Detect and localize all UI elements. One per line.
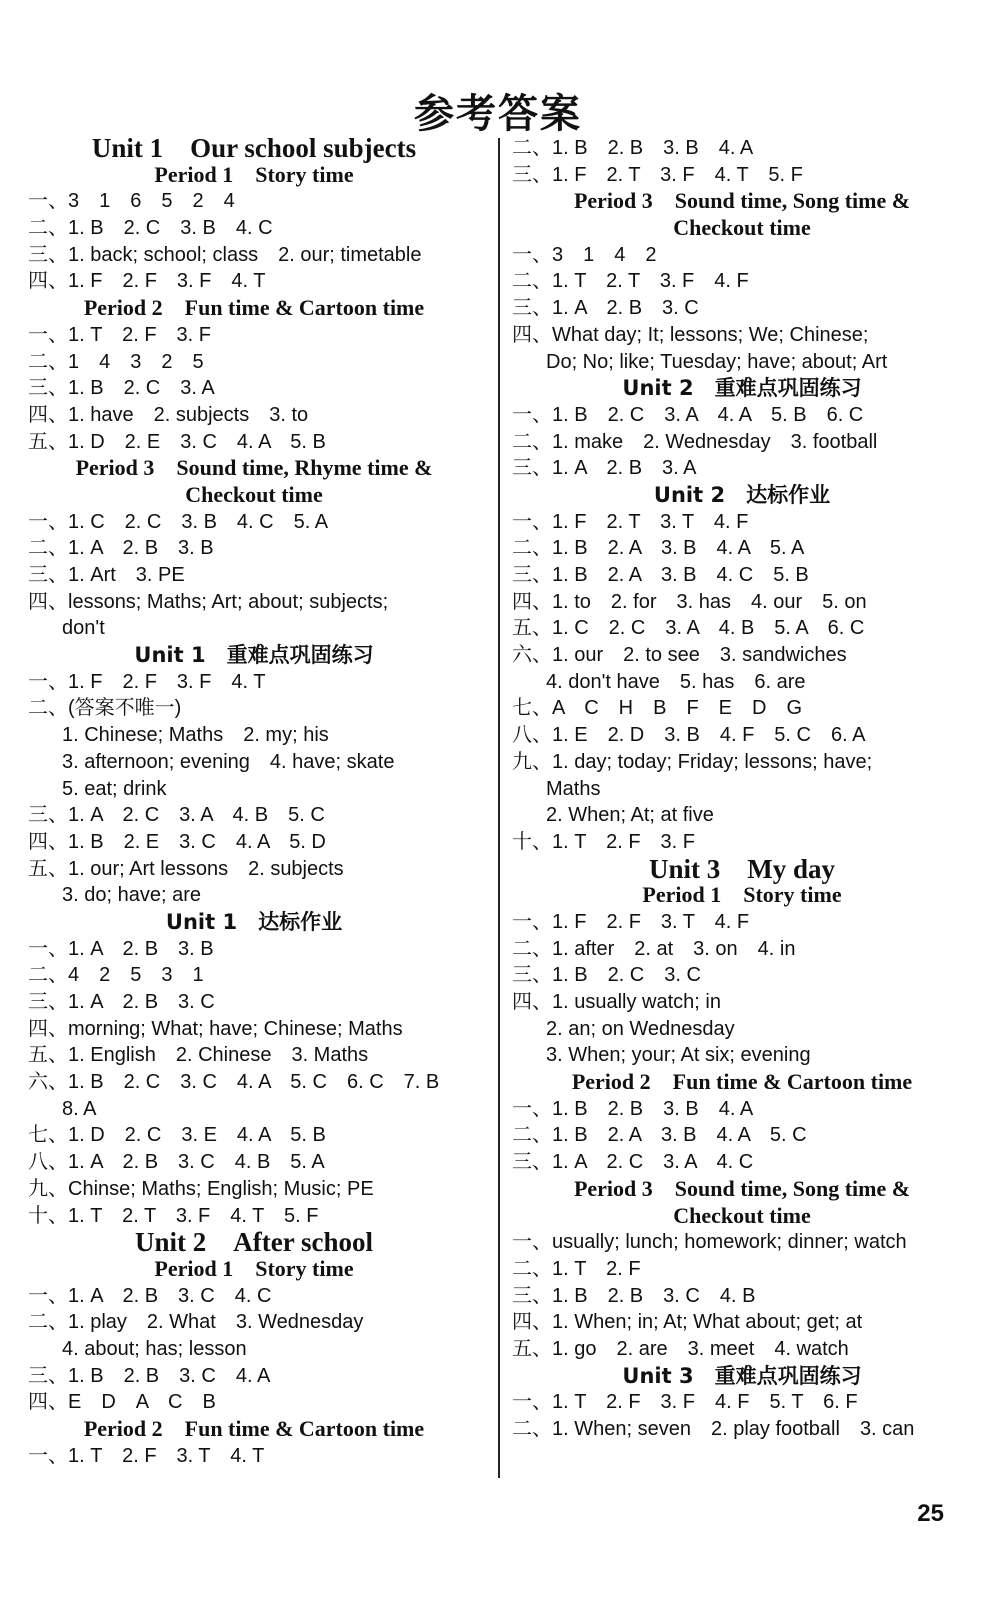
answer-line: 一、1. F 2. F 3. F 4. T: [28, 670, 266, 693]
period-heading: Period 3 Sound time, Song time &: [573, 1175, 911, 1201]
answer-line: 八、1. E 2. D 3. B 4. F 5. C 6. A: [512, 724, 866, 747]
page-number: 25: [917, 1500, 944, 1527]
answer-line: 三、1. A 2. C 3. A 4. B 5. C: [28, 804, 325, 827]
answer-line: 二、1. B 2. B 3. B 4. A: [512, 137, 754, 159]
answer-line-continued: 2. an; on Wednesday: [546, 1017, 735, 1040]
answer-line: 九、1. day; today; Friday; lessons; have;: [512, 750, 873, 773]
period-heading: Period 2 Fun time & Cartoon time: [83, 295, 425, 321]
answer-line: 八、1. A 2. B 3. C 4. B 5. A: [28, 1151, 325, 1174]
period-heading: Period 3 Sound time, Song time &: [573, 188, 911, 214]
answer-line: 五、1. D 2. E 3. C 4. A 5. B: [28, 430, 326, 453]
period-heading: Checkout time: [673, 215, 811, 241]
answer-line: 七、1. D 2. C 3. E 4. A 5. B: [28, 1124, 326, 1147]
answer-line: 六、1. B 2. C 3. C 4. A 5. C 6. C 7. B: [28, 1071, 440, 1094]
answer-line: 一、1. B 2. B 3. B 4. A: [512, 1097, 754, 1120]
section-heading: Unit 1 达标作业: [165, 909, 343, 934]
answer-line: 二、4 2 5 3 1: [28, 964, 204, 987]
answer-line: 四、1. to 2. for 3. has 4. our 5. on: [512, 590, 867, 613]
answer-line: 四、morning; What; have; Chinese; Maths: [28, 1017, 403, 1040]
period-heading: Period 1 Story time: [154, 161, 354, 187]
answer-line: 五、1. go 2. are 3. meet 4. watch: [512, 1337, 849, 1360]
period-heading: Period 1 Story time: [154, 1255, 354, 1281]
answer-line: 四、1. F 2. F 3. F 4. T: [28, 270, 266, 293]
answer-line-continued: 4. don't have 5. has 6. are: [546, 670, 806, 693]
right-column: [512, 135, 972, 1443]
answer-line: 三、1. F 2. T 3. F 4. T 5. F: [512, 163, 803, 186]
answer-line: 一、1. F 2. F 3. T 4. F: [512, 910, 750, 933]
answer-line-continued: Do; No; like; Tuesday; have; about; Art: [546, 350, 888, 373]
answer-line: 二、1. B 2. A 3. B 4. A 5. C: [512, 1124, 807, 1147]
answer-line: 四、1. usually watch; in: [512, 991, 721, 1013]
answer-line: 一、1. C 2. C 3. B 4. C 5. A: [28, 510, 329, 533]
answer-line: 二、1 4 3 2 5: [28, 350, 204, 373]
answer-line-continued: 5. eat; drink: [62, 777, 167, 800]
answer-line: 五、1. our; Art lessons 2. subjects: [28, 857, 344, 880]
answer-line: 二、1. T 2. F: [512, 1257, 641, 1280]
answer-line: 一、usually; lunch; homework; dinner; watch: [512, 1231, 907, 1254]
answer-line: 三、1. A 2. B 3. A: [512, 457, 697, 480]
answer-line-continued: 8. A: [62, 1097, 97, 1120]
period-heading: Period 2 Fun time & Cartoon time: [571, 1069, 913, 1095]
answer-line: 四、1. have 2. subjects 3. to: [28, 403, 309, 426]
answer-line-continued: Maths: [546, 777, 601, 800]
answer-line: 七、A C H B F E D G: [512, 697, 803, 720]
answer-line: 九、Chinse; Maths; English; Music; PE: [28, 1177, 374, 1200]
answer-line: 六、1. our 2. to see 3. sandwiches: [512, 644, 847, 667]
answer-line: 四、1. When; in; At; What about; get; at: [512, 1311, 863, 1334]
answer-line-continued: 2. When; At; at five: [546, 804, 714, 827]
unit-heading: Unit 2 After school: [135, 1227, 373, 1258]
answer-line: 三、1. B 2. A 3. B 4. C 5. B: [512, 564, 809, 586]
answer-line: 四、1. B 2. E 3. C 4. A 5. D: [28, 830, 326, 853]
answer-line: 三、1. B 2. C 3. C: [512, 964, 701, 987]
answer-line: 十、1. T 2. F 3. F: [512, 830, 695, 853]
answer-line: 三、1. B 2. C 3. A: [28, 377, 215, 400]
answer-line-continued: 3. do; have; are: [62, 884, 201, 907]
answer-line: 二、1. play 2. What 3. Wednesday: [28, 1311, 364, 1334]
answer-line: 二、1. When; seven 2. play football 3. can: [512, 1418, 915, 1440]
answer-line: 二、(答案不唯一): [28, 697, 182, 720]
answer-line-continued: 4. about; has; lesson: [62, 1337, 247, 1360]
answer-line: 一、1. A 2. B 3. B: [28, 937, 214, 960]
answer-line: 三、1. A 2. B 3. C: [28, 991, 215, 1013]
answer-line: 三、1. B 2. B 3. C 4. B: [512, 1284, 756, 1307]
answer-line-continued: don't: [62, 617, 105, 640]
answer-line-continued: 3. When; your; At six; evening: [546, 1044, 811, 1067]
answer-line: 二、1. after 2. at 3. on 4. in: [512, 937, 796, 960]
answer-line: 二、1. T 2. T 3. F 4. F: [512, 270, 749, 293]
left-column: [28, 135, 480, 1469]
answer-line: 一、1. T 2. F 3. F: [28, 323, 211, 346]
page-title: 参考答案: [414, 91, 582, 137]
answer-line: 二、1. A 2. B 3. B: [28, 537, 214, 560]
section-heading: Unit 2 达标作业: [653, 482, 831, 507]
section-heading: Unit 3 重难点巩固练习: [622, 1363, 862, 1388]
answer-line: 四、What day; It; lessons; We; Chinese;: [512, 323, 869, 346]
answer-line: 三、1. Art 3. PE: [28, 564, 185, 586]
answer-line: 一、3 1 4 2: [512, 243, 657, 266]
period-heading: Period 3 Sound time, Rhyme time &: [75, 455, 433, 481]
period-heading: Checkout time: [185, 481, 323, 507]
answer-line: 一、1. T 2. F 3. T 4. T: [28, 1444, 265, 1467]
answer-line: 三、1. A 2. C 3. A 4. C: [512, 1151, 754, 1174]
answer-line: 一、1. B 2. C 3. A 4. A 5. B 6. C: [512, 403, 864, 426]
answer-line: 四、lessons; Maths; Art; about; subjects;: [28, 590, 389, 613]
unit-heading: Unit 3 My day: [648, 853, 835, 884]
answer-line: 五、1. C 2. C 3. A 4. B 5. A 6. C: [512, 617, 865, 640]
answer-line: 三、1. B 2. B 3. C 4. A: [28, 1364, 271, 1387]
answer-line: 三、1. back; school; class 2. our; timetable: [28, 243, 422, 266]
answer-line: 十、1. T 2. T 3. F 4. T 5. F: [28, 1204, 319, 1227]
section-heading: Unit 2 重难点巩固练习: [622, 376, 862, 401]
answer-line: 一、3 1 6 5 2 4: [28, 190, 235, 213]
answer-line: 二、1. B 2. A 3. B 4. A 5. A: [512, 537, 805, 560]
answer-line: 二、1. B 2. C 3. B 4. C: [28, 217, 273, 240]
unit-heading: Unit 1 Our school subjects: [91, 133, 417, 163]
period-heading: Period 2 Fun time & Cartoon time: [83, 1416, 425, 1441]
period-heading: Period 1 Story time: [642, 882, 842, 908]
answer-line: 四、E D A C B: [28, 1391, 216, 1414]
answer-line: 一、1. T 2. F 3. F 4. F 5. T 6. F: [512, 1391, 858, 1414]
answer-line: 一、1. F 2. T 3. T 4. F: [512, 510, 749, 533]
answer-line-continued: 1. Chinese; Maths 2. my; his: [62, 724, 329, 747]
period-heading: Checkout time: [673, 1202, 811, 1228]
column-divider: [498, 138, 500, 1478]
answer-line: 二、1. make 2. Wednesday 3. football: [512, 430, 878, 453]
answer-line: 五、1. English 2. Chinese 3. Maths: [28, 1044, 369, 1067]
section-heading: Unit 1 重难点巩固练习: [134, 643, 374, 668]
answer-line: 三、1. A 2. B 3. C: [512, 297, 699, 320]
answer-line: 一、1. A 2. B 3. C 4. C: [28, 1284, 272, 1307]
answer-line-continued: 3. afternoon; evening 4. have; skate: [62, 750, 395, 773]
